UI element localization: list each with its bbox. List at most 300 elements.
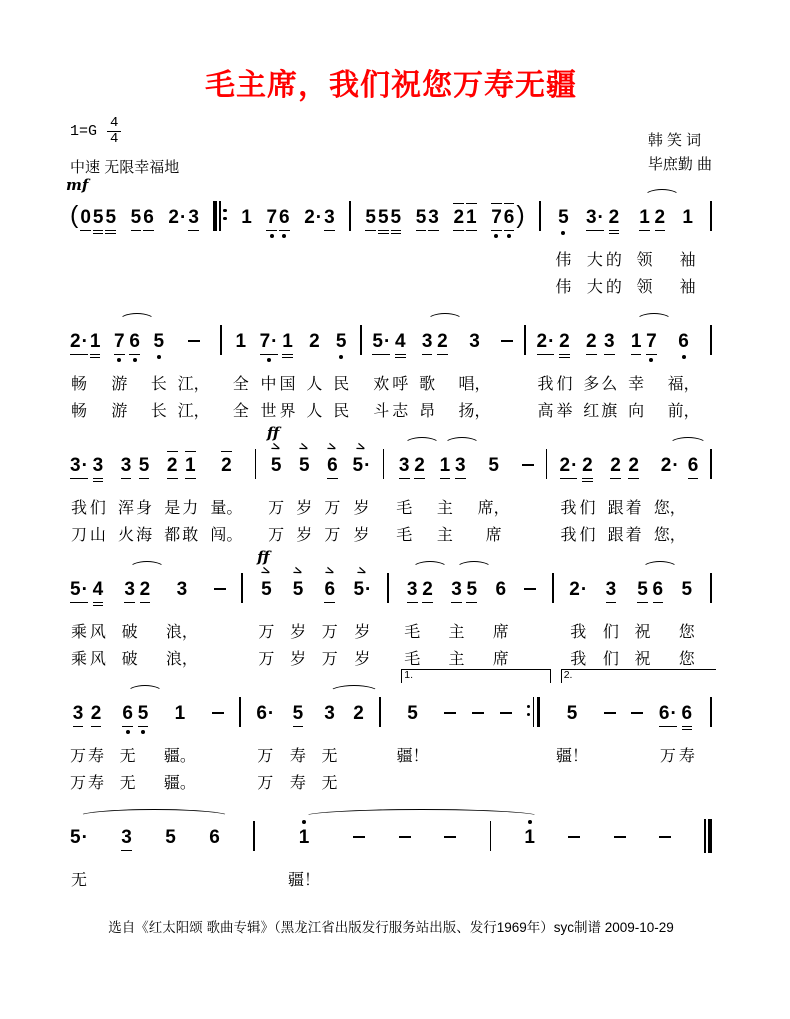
note-column [404, 566, 420, 673]
lyric-syllable: 全 [232, 403, 249, 420]
note-column [569, 566, 587, 673]
octave-dot-low [141, 730, 145, 734]
note-digit: 3 [585, 207, 597, 228]
note-column [579, 442, 595, 549]
note-area [266, 424, 284, 488]
underline [440, 478, 451, 480]
note-digit-row [504, 206, 515, 228]
note-digit: 6 [681, 703, 693, 724]
note-glyph [290, 562, 306, 612]
repeat-dots [527, 705, 530, 736]
underline [114, 354, 125, 356]
note-group [178, 318, 210, 425]
barline-column [552, 566, 554, 673]
note-glyph [391, 194, 402, 240]
note-glyph [235, 318, 246, 364]
note-column [679, 690, 695, 797]
note-area [129, 318, 140, 364]
lyric-syllable: 无 [119, 748, 136, 765]
composer-credit: 毕庶勤 曲 [647, 156, 712, 173]
note-digit: 2 [582, 455, 593, 476]
lyric-syllable: 毛 [396, 527, 413, 544]
note-glyph [266, 194, 277, 240]
duration-dash [524, 588, 536, 590]
note-column [608, 442, 624, 549]
note-group [399, 814, 411, 894]
note-area [256, 690, 274, 736]
note-glyph [407, 566, 418, 612]
lyric-syllable: 寿 [88, 775, 105, 792]
lyric-syllable: 无 [70, 872, 87, 889]
note-digit: 6 [658, 703, 670, 724]
note-digit-row [537, 330, 555, 352]
note-digit: 1 [235, 331, 247, 352]
note-group [448, 566, 477, 673]
barline [383, 449, 385, 479]
note-area [653, 566, 664, 612]
underline [93, 602, 104, 604]
note-below-marks [428, 228, 439, 231]
note-glyph [428, 194, 439, 240]
note-group [352, 438, 371, 549]
credits [648, 129, 712, 177]
note-digit-row [304, 206, 322, 228]
final-bar-sign [704, 814, 712, 860]
note-area [563, 669, 578, 736]
lyric-syllable: 我 [560, 500, 577, 517]
note-above-marks [259, 562, 274, 580]
lyric-syllable: 们 [602, 624, 619, 641]
note-group [131, 194, 154, 301]
note-digit-row [422, 578, 433, 600]
duration-dash [631, 712, 643, 714]
note-above-marks [70, 318, 88, 330]
barline [360, 325, 362, 355]
note-above-marks [93, 442, 104, 454]
dash-column [524, 566, 536, 673]
note-digit-row [451, 578, 462, 600]
note-above-marks [93, 194, 104, 206]
dash-column [214, 566, 226, 673]
note-digit: 3 [605, 579, 617, 600]
note-digit: 3 [324, 207, 335, 228]
note-group [372, 318, 408, 425]
note-group [241, 566, 243, 673]
note-group [288, 814, 320, 894]
note-area [500, 690, 512, 736]
note-area [568, 814, 580, 860]
note-glyph [582, 442, 593, 488]
note-below-marks [124, 600, 135, 603]
parenthesis: ) [516, 201, 525, 229]
note-group [70, 690, 104, 797]
lyric-syllable: 长 [150, 403, 167, 420]
note-digit: 2 [221, 455, 232, 476]
underline [282, 354, 293, 356]
note-area [241, 566, 243, 612]
repeat-dot [527, 713, 530, 716]
note-area [537, 318, 555, 364]
repeat-dot [223, 209, 226, 212]
lyric-syllable: 民 [333, 376, 350, 393]
note-below-marks [628, 476, 639, 479]
note-glyph [93, 194, 104, 240]
note-above-marks [336, 318, 347, 330]
lyric-syllable: 我 [570, 624, 587, 641]
note-column [524, 814, 535, 894]
note-column [655, 194, 666, 301]
note-digit: 5 [415, 207, 427, 228]
note-digit-row [91, 702, 102, 724]
note-area [422, 318, 433, 364]
note-column [143, 194, 154, 301]
dash-column [522, 442, 534, 549]
note-above-marks [558, 194, 569, 206]
note-glyph [504, 194, 515, 240]
lyric-syllable: 万 [70, 775, 87, 792]
lyric-syllable: 前， [667, 403, 700, 420]
note-glyph [268, 438, 284, 488]
note-area [235, 318, 246, 364]
note-group [419, 318, 448, 425]
lyric-syllable: 人 [306, 403, 323, 420]
note-column [583, 318, 599, 425]
music-system [70, 548, 712, 673]
note-group [679, 566, 695, 673]
note-area [167, 442, 178, 488]
note-column [164, 442, 180, 549]
note-group [659, 814, 671, 894]
octave-dot-low [157, 355, 161, 359]
note-area [466, 194, 477, 240]
note-column [136, 442, 152, 549]
note-above-marks [586, 318, 597, 330]
note-digit-row [559, 330, 570, 352]
lyric-syllable: 火 [118, 527, 135, 544]
note-digit-row [140, 578, 151, 600]
duration-dash [444, 836, 456, 838]
note-digit-row [293, 702, 304, 724]
note-area [80, 194, 91, 240]
lyric-syllable: 您 [678, 624, 695, 641]
note-digit-row [395, 330, 406, 352]
note-column [131, 194, 142, 301]
music-system [66, 176, 712, 301]
note-above-marks [569, 566, 587, 578]
note-digit: 2 [414, 455, 425, 476]
note-above-marks [488, 442, 499, 454]
note-column [688, 442, 699, 549]
note-group [490, 814, 492, 894]
note-group [472, 690, 484, 797]
note-area [383, 442, 385, 488]
octave-dot-low [682, 355, 686, 359]
note-glyph [143, 194, 154, 240]
note-column [280, 318, 296, 425]
note-group [459, 318, 491, 425]
note-area [522, 442, 534, 488]
note-group [296, 438, 313, 549]
note-column [466, 566, 477, 673]
note-group [524, 566, 536, 673]
volta-bracket [401, 669, 551, 683]
note-area [710, 690, 712, 736]
note-area [552, 566, 554, 612]
note-below-marks [586, 228, 604, 231]
note-group [365, 194, 401, 301]
note-glyph [124, 566, 135, 612]
note-above-marks [114, 318, 125, 330]
note-digit: 5 [335, 331, 347, 352]
lyric-syllable: 全 [232, 376, 249, 393]
note-digit: 2 [166, 455, 178, 476]
bar-thin [704, 819, 706, 853]
octave-dot-low [649, 358, 653, 362]
note-column [353, 562, 372, 673]
note-glyph [114, 318, 125, 364]
note-above-marks [610, 442, 621, 454]
header-left [70, 116, 179, 177]
note-glyph [70, 318, 88, 364]
lyric-syllable: 万 [258, 651, 275, 668]
duration-dot: · [315, 207, 323, 228]
duration-dot: · [571, 455, 578, 476]
note-group [710, 690, 712, 797]
note-digit-row [327, 454, 338, 476]
note-column [324, 194, 335, 301]
note-above-marks [70, 566, 88, 578]
note-digit: 1 [439, 455, 451, 476]
note-digit-row [260, 330, 278, 352]
note-below-marks [372, 352, 390, 355]
note-group [710, 442, 712, 549]
note-area [586, 194, 604, 240]
barline-column [360, 318, 362, 425]
note-below-marks [282, 352, 293, 358]
barline-column [710, 690, 712, 797]
dash-column [614, 814, 626, 894]
octave-dot-low [117, 358, 121, 362]
note-digit: 2 [559, 331, 570, 352]
note-column [138, 690, 149, 797]
note-glyph [537, 318, 555, 364]
note-area [304, 194, 322, 240]
note-group [256, 690, 274, 797]
lyric-syllable: 岁 [353, 527, 370, 544]
note-glyph [91, 690, 102, 736]
repeat-end-sign [527, 690, 540, 736]
barline [255, 449, 257, 479]
note-above-marks [175, 690, 186, 702]
note-column [122, 566, 138, 673]
duration-dot: · [81, 579, 88, 600]
note-below-marks [90, 352, 101, 358]
music-system [70, 669, 712, 797]
note-digit: 2 [90, 703, 102, 724]
lyric-syllable: 们 [89, 500, 106, 517]
note-area [360, 318, 362, 364]
underline [491, 230, 502, 232]
note-digit-row [524, 826, 535, 848]
note-glyph [407, 690, 418, 736]
note-digit: 3 [72, 703, 84, 724]
note-glyph [682, 690, 693, 736]
note-digit: 5 [566, 703, 578, 724]
note-below-marks [327, 476, 338, 479]
note-below-marks [399, 476, 410, 479]
note-area [140, 566, 151, 612]
note-group [241, 194, 252, 301]
lyric-syllable: 寿 [289, 748, 306, 765]
accent-mark: > [355, 562, 370, 580]
note-area [266, 194, 277, 240]
note-below-marks [93, 228, 104, 234]
duration-dash [399, 836, 411, 838]
note-digit-row [582, 454, 593, 476]
note-glyph [469, 318, 480, 364]
lyric-syllable: 毛 [404, 624, 421, 641]
note-group [500, 690, 512, 797]
barline-column [490, 814, 492, 894]
underline [143, 230, 154, 232]
note-column [90, 442, 106, 549]
note-digit-row [407, 702, 418, 724]
note-above-marks [560, 442, 578, 454]
note-digit-row [93, 454, 104, 476]
underline [93, 605, 104, 607]
underline [378, 233, 389, 235]
note-area [378, 194, 389, 240]
duration-dash [614, 836, 626, 838]
note-above-marks [414, 442, 425, 454]
lyric-syllable: 破 [121, 651, 138, 668]
note-digit-row [466, 206, 477, 228]
note-digit: 3 [398, 455, 410, 476]
note-digit-row [639, 206, 650, 228]
note-column [391, 194, 402, 301]
barline-column [241, 566, 243, 673]
note-digit-row [586, 206, 604, 228]
note-column [459, 318, 491, 425]
note-digit-row [437, 330, 448, 352]
note-glyph [659, 690, 677, 736]
note-area [188, 318, 200, 364]
note-group [568, 814, 580, 894]
note-digit: 3 [469, 331, 480, 352]
note-column [266, 194, 277, 301]
lyric-syllable: 跟 [607, 500, 624, 517]
time-signature [107, 116, 121, 147]
note-group [569, 566, 587, 673]
lyric-syllable: 伟 [555, 279, 572, 296]
note-above-marks [153, 318, 164, 330]
lyric-syllable: 长 [150, 376, 167, 393]
note-area [91, 690, 102, 736]
lyric-syllable: 红 [583, 403, 600, 420]
note-digit: 3 [428, 207, 439, 228]
note-glyph [678, 318, 689, 364]
barline-column [239, 690, 241, 797]
lyric-syllable: 江， [177, 403, 210, 420]
volta-label: 2. [563, 669, 573, 681]
note-above-marks [378, 194, 389, 206]
song-title: 毛主席，我们祝您万寿无疆 [205, 69, 577, 102]
note-column [606, 194, 622, 301]
note-column [256, 690, 274, 797]
note-digit: 6 [324, 579, 336, 600]
note-column [279, 194, 290, 301]
octave-dot-low [133, 358, 137, 362]
note-digit-row [606, 578, 617, 600]
note-above-marks [80, 194, 91, 206]
note-above-marks [399, 442, 410, 454]
note-digit-row [422, 330, 433, 352]
duration-dash [522, 464, 534, 466]
note-digit: 5 [681, 579, 693, 600]
dash-column [568, 814, 580, 894]
bar-thin [219, 201, 221, 231]
note-above-marks [491, 194, 502, 206]
note-above-marks [653, 566, 664, 578]
note-column [453, 194, 464, 301]
note-digit-row [235, 330, 246, 352]
lyric-syllable: 万 [659, 748, 676, 765]
note-above-marks [309, 318, 320, 330]
note-area [399, 442, 410, 488]
note-group [121, 814, 132, 894]
barline-column [387, 566, 389, 673]
note-glyph [353, 562, 372, 612]
note-digit: 5 [407, 703, 418, 724]
dash-column [353, 814, 365, 894]
note-area [524, 814, 535, 860]
underline [437, 354, 448, 356]
note-below-marks [678, 352, 689, 359]
note-digit-row [455, 454, 466, 476]
note-column [88, 690, 104, 797]
note-above-marks [93, 566, 104, 578]
note-digit: 6 [327, 455, 338, 476]
note-column [304, 194, 322, 301]
note-digit: 6 [652, 579, 664, 600]
note-digit: 1 [174, 703, 186, 724]
barline [387, 573, 389, 603]
note-above-marks [70, 442, 88, 454]
note-above-marks [256, 690, 274, 702]
note-above-marks [422, 318, 433, 330]
repeat-dot [223, 217, 226, 220]
note-area [349, 194, 351, 240]
time-signature-numerator: 4 [107, 116, 121, 132]
note-above-marks [296, 438, 312, 456]
octave-dot-low [339, 355, 343, 359]
underline [537, 354, 555, 356]
duration-dot: · [365, 579, 372, 600]
octave-dot-low [282, 234, 286, 238]
octave-dot-high [302, 820, 306, 824]
music-system [70, 318, 712, 425]
duration-dot: · [672, 455, 679, 476]
note-column [290, 690, 306, 797]
note-above-marks [165, 814, 176, 826]
note-above-marks [655, 194, 666, 206]
note-digit-row [185, 454, 196, 476]
note-digit: 1 [682, 207, 693, 228]
note-area [93, 566, 104, 612]
note-group [213, 194, 226, 301]
underline [395, 357, 406, 359]
note-above-marks [628, 442, 639, 454]
